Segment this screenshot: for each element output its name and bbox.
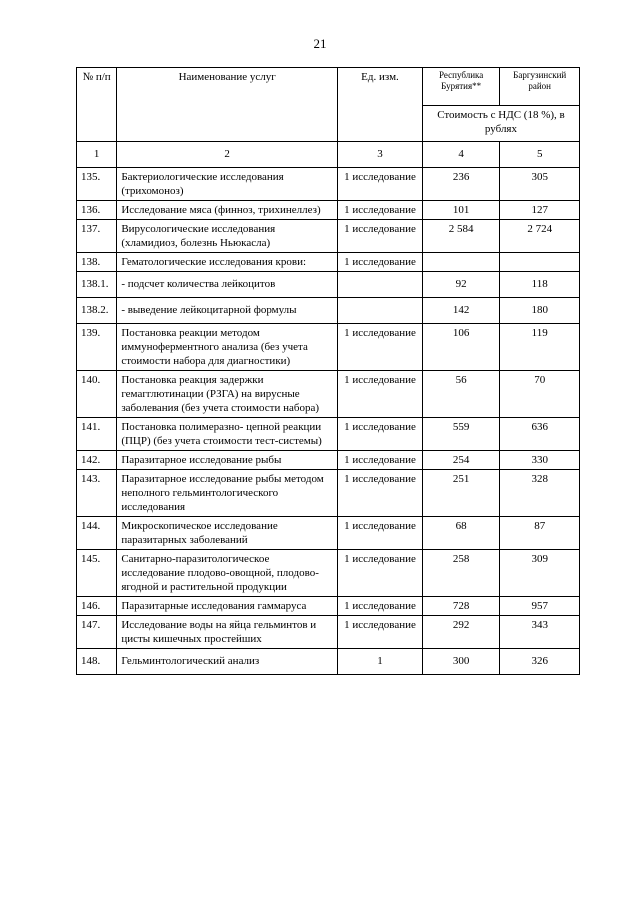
price-republic: 101 [422,201,499,220]
table-row [77,517,580,550]
unit-of-measure: 1 исследование [338,201,423,220]
row-number: 138.2. [77,298,117,324]
price-republic: 106 [422,324,499,371]
table-row [77,616,580,649]
row-number: 136. [77,201,117,220]
row-number: 144. [77,517,117,550]
unit-of-measure: 1 исследование [338,517,423,550]
unit-of-measure: 1 [338,649,423,675]
row-number: 146. [77,597,117,616]
price-barguzin: 328 [500,470,580,517]
service-name: Исследование мяса (финноз, трихинеллез) [117,201,338,220]
service-name: Паразитарные исследования гаммаруса [117,597,338,616]
table-row [77,550,580,597]
price-barguzin: 118 [500,272,580,298]
price-republic: 92 [422,272,499,298]
service-name: Санитарно-паразитологическое исследование плодово-овощной, плодово-ягодной и растительной продукции [117,550,338,597]
header-row [77,68,580,106]
table-row [77,201,580,220]
price-barguzin: 180 [500,298,580,324]
price-barguzin: 343 [500,616,580,649]
price-republic: 68 [422,517,499,550]
unit-of-measure: 1 исследование [338,253,423,272]
price-barguzin: 957 [500,597,580,616]
row-number: 137. [77,220,117,253]
price-republic: 258 [422,550,499,597]
row-number: 145. [77,550,117,597]
unit-of-measure: 1 исследование [338,418,423,451]
table-row [77,220,580,253]
table-row [77,649,580,675]
price-barguzin: 70 [500,371,580,418]
price-barguzin: 636 [500,418,580,451]
unit-of-measure: 1 исследование [338,451,423,470]
column-number-row [77,142,580,168]
price-republic: 292 [422,616,499,649]
table-row [77,253,580,272]
service-name: - выведение лейкоцитарной формулы [117,298,338,324]
header-rb: Республика Бурятия** [422,68,499,106]
price-barguzin: 305 [500,168,580,201]
unit-of-measure [338,298,423,324]
service-name: Гематологические исследования крови: [117,253,338,272]
row-number: 140. [77,371,117,418]
price-republic: 251 [422,470,499,517]
column-number: 1 [77,142,117,168]
column-number: 4 [422,142,499,168]
price-republic: 2 584 [422,220,499,253]
price-barguzin: 2 724 [500,220,580,253]
service-name: Постановка полимеразно- цепной реакции (ПЦР) (без учета стоимости тест-системы) [117,418,338,451]
header-num: № п/п [77,68,117,142]
header-name: Наименование услуг [117,68,338,142]
unit-of-measure: 1 исследование [338,324,423,371]
price-republic [422,253,499,272]
table-row [77,597,580,616]
table-row [77,168,580,201]
service-name: Постановка реакции методом иммуноферментного анализа (без учета стоимости набора для диагностики) [117,324,338,371]
unit-of-measure: 1 исследование [338,371,423,418]
unit-of-measure: 1 исследование [338,470,423,517]
row-number: 142. [77,451,117,470]
price-republic: 236 [422,168,499,201]
column-number: 3 [338,142,423,168]
price-barguzin: 127 [500,201,580,220]
service-name: Паразитарное исследование рыбы методом неполного гельминтологического исследования [117,470,338,517]
service-name: Микроскопическое исследование паразитарных заболеваний [117,517,338,550]
service-name: - подсчет количества лейкоцитов [117,272,338,298]
price-republic: 728 [422,597,499,616]
header-barguzin: Баргузинский район [500,68,580,106]
table-row [77,298,580,324]
row-number: 138. [77,253,117,272]
price-republic: 56 [422,371,499,418]
header-cost-note: Стоимость с НДС (18 %), в рублях [422,106,579,142]
price-republic: 254 [422,451,499,470]
service-name: Постановка реакция задержки гемагглютинации (РЗГА) на вирусные заболевания (без учета стоимости набора) [117,371,338,418]
price-republic: 300 [422,649,499,675]
unit-of-measure: 1 исследование [338,550,423,597]
price-barguzin: 326 [500,649,580,675]
row-number: 138.1. [77,272,117,298]
unit-of-measure: 1 исследование [338,616,423,649]
price-barguzin: 87 [500,517,580,550]
price-republic: 559 [422,418,499,451]
row-number: 147. [77,616,117,649]
header-unit: Ед. изм. [338,68,423,142]
service-name: Гельминтологический анализ [117,649,338,675]
table-row [77,451,580,470]
price-table-body [77,168,580,675]
unit-of-measure: 1 исследование [338,168,423,201]
row-number: 148. [77,649,117,675]
price-barguzin: 119 [500,324,580,371]
price-barguzin: 309 [500,550,580,597]
unit-of-measure: 1 исследование [338,597,423,616]
page-number: 21 [313,36,327,51]
table-row [77,371,580,418]
table-row [77,418,580,451]
price-barguzin [500,253,580,272]
price-republic: 142 [422,298,499,324]
price-barguzin: 330 [500,451,580,470]
column-number: 2 [117,142,338,168]
row-number: 143. [77,470,117,517]
service-name: Паразитарное исследование рыбы [117,451,338,470]
table-row [77,324,580,371]
service-name: Вирусологические исследования (хламидиоз, болезнь Ньюкасла) [117,220,338,253]
row-number: 135. [77,168,117,201]
unit-of-measure [338,272,423,298]
row-number: 139. [77,324,117,371]
table-row [77,470,580,517]
service-name: Бактериологические исследования (трихомоноз) [117,168,338,201]
column-number: 5 [500,142,580,168]
price-table [76,67,580,675]
table-row [77,272,580,298]
row-number: 141. [77,418,117,451]
unit-of-measure: 1 исследование [338,220,423,253]
service-name: Исследование воды на яйца гельминтов и цисты кишечных простейших [117,616,338,649]
